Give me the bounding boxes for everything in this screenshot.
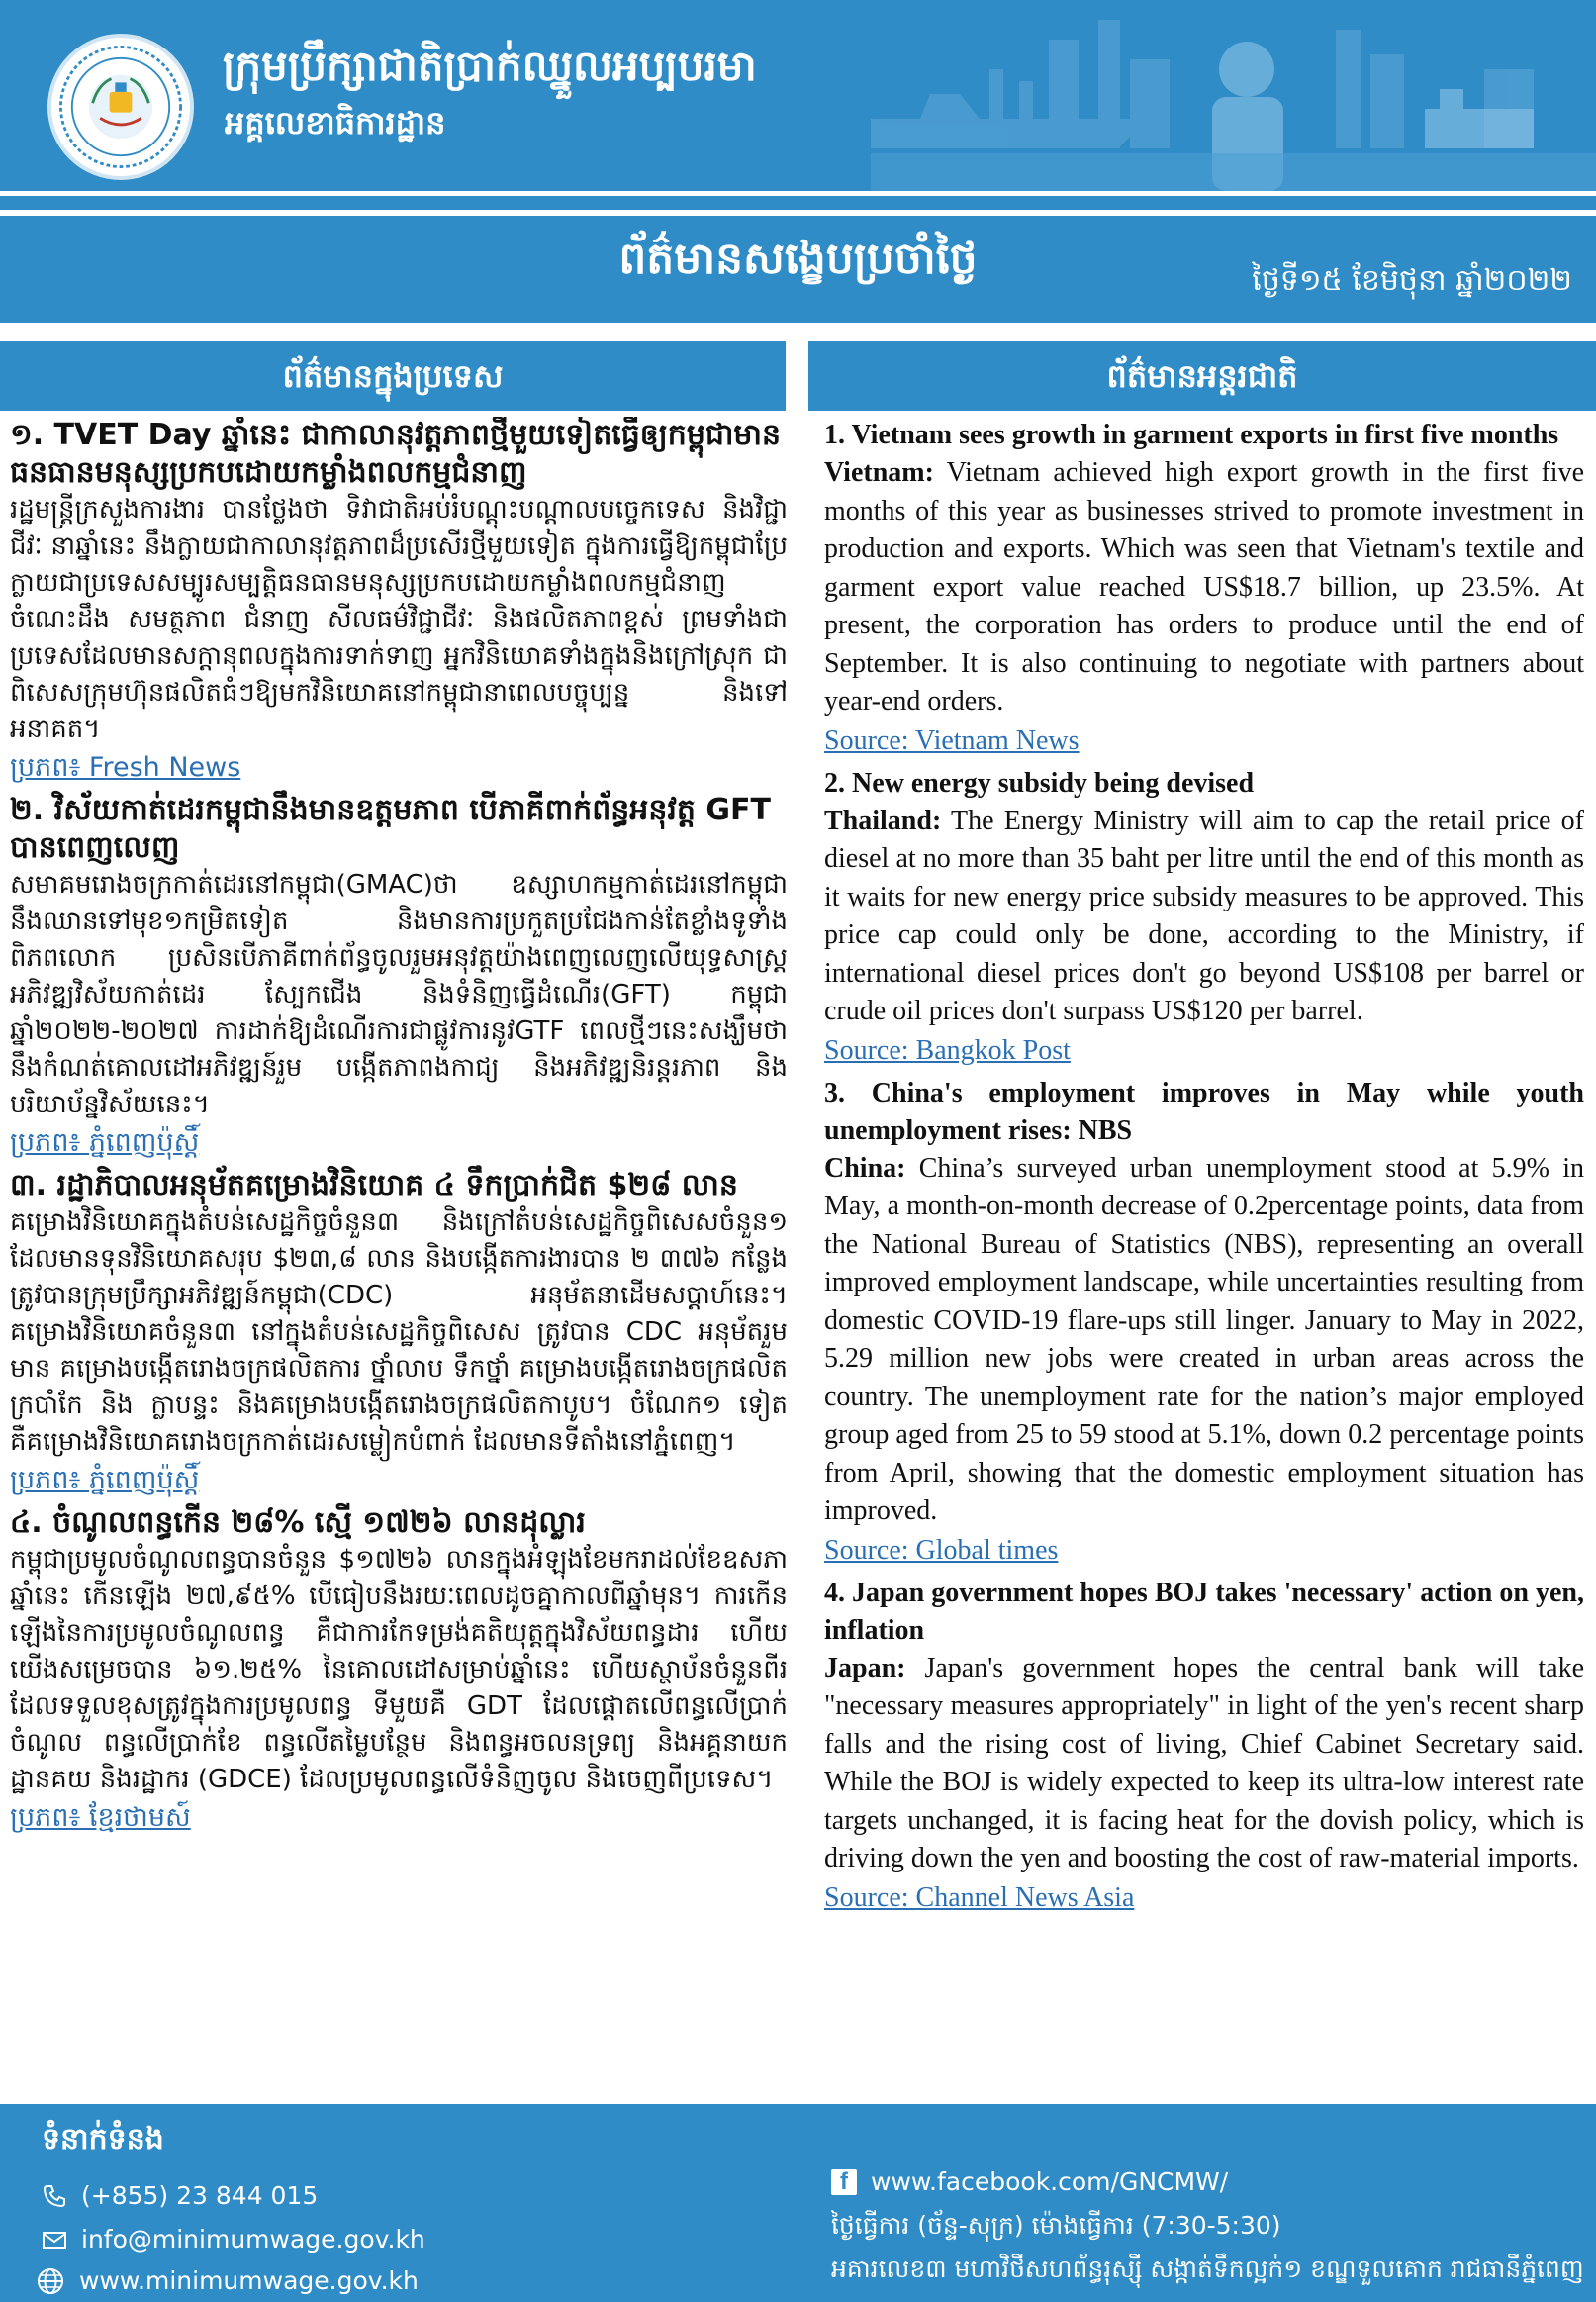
article-country: Thailand: [824,805,942,836]
international-article [824,417,1584,765]
article-body: រដ្ឋមន្ត្រីក្រសួងការងារ បានថ្លែងថា ទិវាជាតិអប់រំបណ្តុះបណ្តាលបច្ចេកទេស និងវិជ្ជាជីវៈ នាឆ្នាំនេះ នឹងក្លាយជាកាលានុវត្តភាពដ៏ប្រសើរថ្មីមួយទៀត ក្នុងការធ្វើឱ្យកម្ពុជាប្រែក្លាយជាប្រទេសសម្បូរសម្បត្តិធនធានមនុស្សប្រកបដោយកម្លាំងពលកម្មជំនាញ ចំណេះដឹង សមត្ថភាព ជំនាញ សីលធម៌វិជ្ជាជីវៈ និងផលិតភាពខ្ពស់ ព្រមទាំងជាប្រទេសដែលមានសក្តានុពលក្នុងការទាក់ទាញ អ្នកវិនិយោគទាំងក្នុងនិងក្រៅស្រុក ជាពិសេសក្រុមហ៊ុនផលិតធំៗឱ្យមកវិនិយោគនៅកម្ពុជានាពេលបច្ចុប្បន្ន និងទៅអនាគត។ [10,495,788,744]
article-source-link[interactable]: Source: Bangkok Post [824,1034,1071,1066]
port-skyline-illustration [871,0,1596,191]
facebook-contact[interactable] [831,2167,1228,2197]
article-source-link[interactable]: ប្រភព៖ ភ្នំពេញប៉ុស្តិ៍ [10,1127,200,1158]
phone-number: (+855) 23 844 015 [81,2181,319,2210]
website-url: www.minimumwage.gov.kh [79,2266,419,2295]
article-source-link[interactable]: ប្រភព៖ ភ្នំពេញប៉ុស្តិ៍ [10,1465,200,1495]
article-body [824,454,1584,721]
issue-date: ថ្ងៃទី១៥ ខែមិថុនា ឆ្នាំ២០២២ [1252,263,1572,298]
header-banner [0,0,1596,191]
organization-name: ក្រុមប្រឹក្សាជាតិប្រាក់ឈ្នួលអប្បបរមា [223,42,757,90]
article-title: ៣. រដ្ឋាភិបាលអនុម័តគម្រោងវិនិយោគ ៤ ទឹកប្រាក់ជិត $២៨ លាន [10,1168,738,1202]
international-article [824,1575,1584,1922]
contact-footer [0,2104,1596,2302]
article-text: Vietnam achieved high export growth in the first five months of this year as businesses strived to promote investment in production and exports. Which was seen that Vietnam's textile and garment export value reached US$18.7 billion, up 23.5%. At present, the corporation has orders to produce until the end of September. It is also continuing to negotiate with partners about year-end orders. [824,457,1584,717]
article-body: កម្ពុជាប្រមូលចំណូលពន្ធបានចំនួន $១៧២៦ លានក្នុងអំឡុងខែមករាដល់ខែឧសភាឆ្នាំនេះ កើនឡើង ២៧,៩៥% បើធៀបនឹងរយៈពេលដូចគ្នាកាលពីឆ្នាំមុន។ ការកើនឡើងនៃការប្រមូលចំណូលពន្ធ គឺជាការកែទម្រង់គតិយុត្តក្នុងវិស័យពន្ធដារ ហើយយើងសម្រេចបាន ៦១.២៥% នៃគោលដៅសម្រាប់ឆ្នាំនេះ ហើយស្ថាប័នចំនួនពីរ ដែលទទួលខុសត្រូវក្នុងការប្រមូលពន្ធ ទីមួយគឺ GDT ដែលផ្តោតលើពន្ធលើប្រាក់ចំណូល ពន្ធលើប្រាក់ខែ ពន្ធលើតម្លៃបន្ថែម និងពន្ធអចលនទ្រព្យ និងអគ្គនាយកដ្ឋានគយ និងរដ្ឋាករ (GDCE) ដែលប្រមូលពន្ធលើទំនិញចូល និងចេញពីប្រទេស។ [10,1545,788,1794]
title-bar [0,216,1596,323]
international-article [824,1075,1584,1575]
article-title: 1. Vietnam sees growth in garment exports in first five months [824,420,1559,450]
article-body: សមាគមរោងចក្រកាត់ដេរនៅកម្ពុជា(GMAC)ថា ឧស្សាហកម្មកាត់ដេរនៅកម្ពុជានឹងឈានទៅមុខ១កម្រិតទៀត និងមានការប្រកួតប្រជែងកាន់តែខ្លាំងទូទាំងពិភពលោក ប្រសិនបើភាគីពាក់ព័ន្ធចូលរួមអនុវត្តយ៉ាងពេញលេញលើយុទ្ធសាស្ត្រអភិវឌ្ឍវិស័យកាត់ដេរ ស្បែកជើង និងទំនិញធ្វើដំណើរ(GFT) កម្ពុជាឆ្នាំ២០២២-២០២៧ ការដាក់ឱ្យដំណើរការជាផ្លូវការនូវGTF ពេលថ្មីៗនេះសង្ឃឹមថានឹងកំណត់គោលដៅអភិវឌ្ឍន៍រួម បង្កើតភាពងកាជ្យ និងអភិវឌ្ឍនិរន្តរភាព និងបរិយាប័ន្នវិស័យនេះ។ [10,870,788,1119]
article-title: ២. វិស័យកាត់ដេរកម្ពុជានឹងមានឧត្តមភាព បើភាគីពាក់ព័ន្ធអនុវត្ត GFT បានពេញលេញ [10,793,771,865]
article-title: 4. Japan government hopes BOJ takes 'necessary' action on yen, inflation [824,1577,1584,1646]
contact-title: ទំនាក់ទំនង [42,2122,164,2157]
international-news-heading: ព័ត៌មានអន្តរជាតិ [808,341,1596,411]
globe-icon [36,2266,65,2296]
article-text: China’s surveyed urban unemployment stood at 5.9% in May, a month-on-month decrease of 0.2percentage points, data from the National Bureau of Statistics (NBS), representing an overall improved employment landscape, while uncertainties resulting from domestic COVID-19 flare-ups still linger. January to May in 2022, 5.29 million new jobs were created in urban areas across the country. The unemployment rate for the nation’s major employed group aged from 25 to 59 stood at 5.1%, down 0.2 percentage points from April, showing that the domestic employment situation has improved. [824,1152,1584,1526]
mail-icon [42,2227,67,2253]
email-contact[interactable] [42,2225,425,2254]
phone-icon [42,2183,67,2209]
header-divider [0,196,1596,210]
working-hours: ថ្ងៃធ្វើការ (ច័ន្ទ-សុក្រ) ម៉ោងធ្វើការ (7:30-5:30) [831,2211,1281,2240]
article-title: ៤. ចំណូលពន្ធកើន ២៨% ស្មើ ១៧២៦ លានដុល្លារ [10,1505,586,1540]
office-address: អគារលេខ៣ មហាវិថីសហព័ន្ធរុស្ស៊ី សង្កាត់ទឹកល្អក់១ ខណ្ឌទួលគោក រាជធានីភ្នំពេញ [831,2254,1584,2283]
page-title: ព័ត៌មានសង្ខេបប្រចាំថ្ងៃ [618,234,978,284]
domestic-news-column [10,417,788,2104]
domestic-article [10,1167,788,1504]
article-body [824,1150,1584,1531]
website-contact[interactable] [36,2266,419,2296]
phone-contact[interactable] [42,2181,318,2211]
article-country: China: [824,1152,906,1184]
article-text: The Energy Ministry will aim to cap the retail price of diesel at no more than 35 baht per litre until the end of this month as it waits for new energy price subsidy measures to be approved. This price cap could only be done, according to the Ministry, if international diesel prices don't go beyond US$108 per barrel or crude oil prices don't surpass US$120 per barrel. [824,805,1584,1026]
domestic-article [10,792,788,1167]
organization-subtitle: អគ្គលេខាធិការដ្ឋាន [225,104,446,142]
article-source-link[interactable]: Source: Global times [824,1534,1059,1566]
article-body: គម្រោងវិនិយោគក្នុងតំបន់សេដ្ឋកិច្ចចំនួន៣ និងក្រៅតំបន់សេដ្ឋកិច្ចពិសេសចំនួន១ ដែលមានទុនវិនិយោគសរុប $២៣,៨ លាន និងបង្កើតការងារបាន ២ ៣៧៦ កន្លែង ត្រូវបានក្រុមប្រឹក្សាអភិវឌ្ឍន៍កម្ពុជា(CDC) អនុម័តនាដើមសប្តាហ៍នេះ។ គម្រោងវិនិយោគចំនួន៣ នៅក្នុងតំបន់សេដ្ឋកិច្ចពិសេស ត្រូវបាន CDC អនុម័តរួមមាន គម្រោងបង្កើតរោងចក្រផលិតការ ថ្នាំលាប ទឹកថ្នាំ គម្រោងបង្កើតរោងចក្រផលិតក្របាំកែ និង ក្លាបន្ទះ និងគម្រោងបង្កើតរោងចក្រផលិតកាបូប។ ចំណែក១ ទៀត គឺគម្រោងវិនិយោគរោងចក្រកាត់ដេរសម្លៀកបំពាក់ ដែលមានទីតាំងនៅភ្នំពេញ។ [10,1207,788,1457]
email-address: info@minimumwage.gov.kh [81,2225,425,2254]
international-news-column [824,417,1584,2104]
article-body [824,1650,1584,1878]
article-source-link[interactable]: Source: Channel News Asia [824,1881,1135,1913]
article-title: 2. New energy subsidy being devised [824,767,1255,799]
domestic-article [10,1504,788,1842]
article-text: Japan's government hopes the central bank will take "necessary measures appropriately" in light of the yen's recent sharp falls and the rising cost of living, Chief Cabinet Secretary said. While the BOJ is widely expected to keep its ultra-low interest rate targets unchanged, it is facing heat for the dovish policy, which is driving down the yen and boosting the cost of raw-material imports. [824,1652,1584,1873]
article-source-link[interactable]: ប្រភព៖ ខ្មែរថាមស៍ [10,1802,191,1833]
article-title: 3. China's employment improves in May while youth unemployment rises: NBS [824,1077,1584,1146]
article-title: ១. TVET Day ឆ្នាំនេះ ជាកាលានុវត្តភាពថ្មីមួយទៀតធ្វើឲ្យកម្ពុជាមានធនធានមនុស្សប្រកបដោយកម្លាំងពលកម្មជំនាញ [10,418,782,490]
facebook-icon: f [831,2169,857,2195]
article-source-link[interactable]: Source: Vietnam News [824,724,1080,756]
article-country: Japan: [824,1652,906,1683]
article-country: Vietnam: [824,457,934,488]
international-article [824,765,1584,1075]
article-body [824,803,1584,1031]
domestic-article [10,417,788,792]
article-source-link[interactable]: ប្រភព៖ Fresh News [10,752,241,783]
domestic-news-heading: ព័ត៌មានក្នុងប្រទេស [0,341,786,411]
council-logo [47,34,194,180]
facebook-url: www.facebook.com/GNCMW/ [871,2167,1229,2196]
